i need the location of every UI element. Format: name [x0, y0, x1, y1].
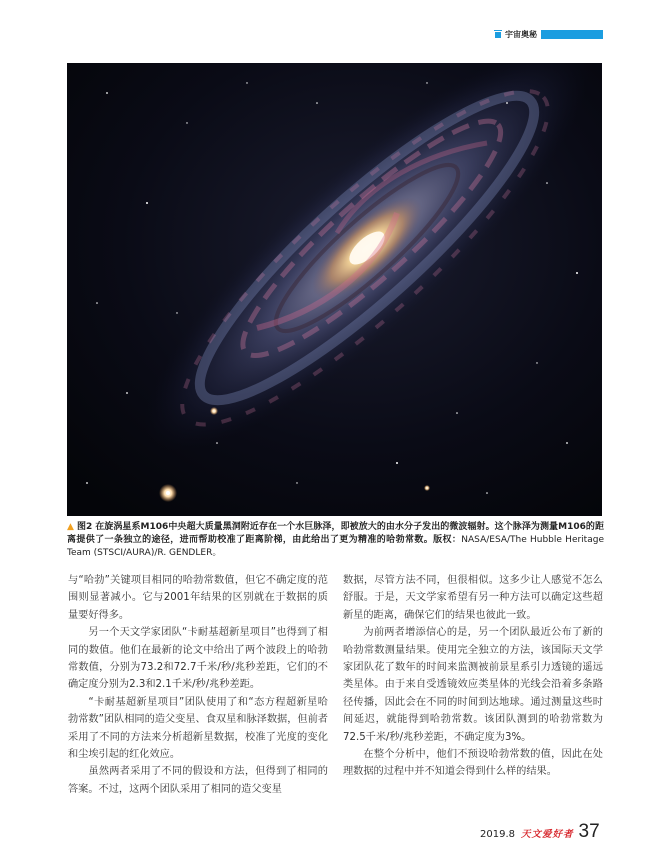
paragraph: 数据，尽管方法不同，但很相似。这多少让人感觉不怎么舒服。于是，天文学家希望有另一种方法可以确定这些超新星的距离，确保它们的结果也彼此一致。 — [343, 575, 603, 621]
magazine-name: 天文爱好者 — [521, 829, 574, 840]
paragraph: 在整个分析中，他们不预设哈勃常数的值，因此在处理数据的过程中并不知道会得到什么样的结果。 — [343, 749, 603, 778]
caption-triangle-icon: ▲ — [67, 522, 74, 532]
paragraph: 与“哈勃”关键项目相同的哈勃常数值，但它不确定度的范围则显著减小。它与2001年结果的区别就在于数据的质量要好得多。 — [68, 575, 328, 621]
figure-caption — [67, 521, 604, 560]
caption-text: 在旋涡星系M106中央超大质量黑洞附近存在一个水巨脉泽，即被放大的由水分子发出的微波辐射。这个脉泽为测量M106的距离提供了一条独立的途径，进而帮助校准了距离阶梯，由此给出了更为精准的哈勃常数。版权： — [67, 522, 604, 545]
page-number: 37 — [578, 821, 600, 842]
page-footer — [480, 822, 610, 842]
section-tag-label: 宇宙奥秘 — [502, 30, 541, 39]
paragraph: 虽然两者采用了不同的假设和方法，但得到了相同的答案。不过，这两个团队采用了相同的造父变星 — [68, 766, 328, 795]
issue-date: 2019.8 — [480, 829, 515, 840]
section-tag — [494, 30, 603, 39]
galaxy-image — [67, 63, 602, 516]
body-column-right — [343, 572, 603, 781]
section-tag-square-icon — [494, 31, 502, 39]
caption-credit: NASA/ESA/The Hubble Heritage Team (STSCI/AURA)/R. GENDLER。 — [67, 535, 604, 558]
galaxy-photo — [67, 63, 602, 516]
paragraph: “卡耐基超新星项目”团队使用了和“态方程超新星哈勃常数”团队相同的造父变星、食双星和脉泽数据，但前者采用了不同的方法来分析超新星数据，校准了光度的变化和尘埃引起的红化效应。 — [68, 696, 328, 761]
paragraph: 为前两者增添信心的是，另一个团队最近公布了新的哈勃常数测量结果。使用完全独立的方法，该国际天文学家团队花了数年的时间来监测被前景星系引力透镜的遥远类星体。由于来自受透镜效应类星体的光线会沿着多条路径传播，因此会在不同的时间到达地球。通过测量这些时间延迟，就能得到哈勃常数。该团队测到的哈勃常数为72.5千米/秒/兆秒差距，不确定度为3%。 — [343, 627, 603, 743]
figure-number: 图2 — [76, 522, 93, 532]
paragraph: 另一个天文学家团队“卡耐基超新星项目”也得到了相同的数值。他们在最新的论文中给出了两个波段上的哈勃常数值，分别为73.2和72.7千米/秒/兆秒差距，它们的不确定度分别为2.3和2.1千米/秒/兆秒差距。 — [68, 627, 328, 691]
body-column-left — [68, 572, 328, 798]
